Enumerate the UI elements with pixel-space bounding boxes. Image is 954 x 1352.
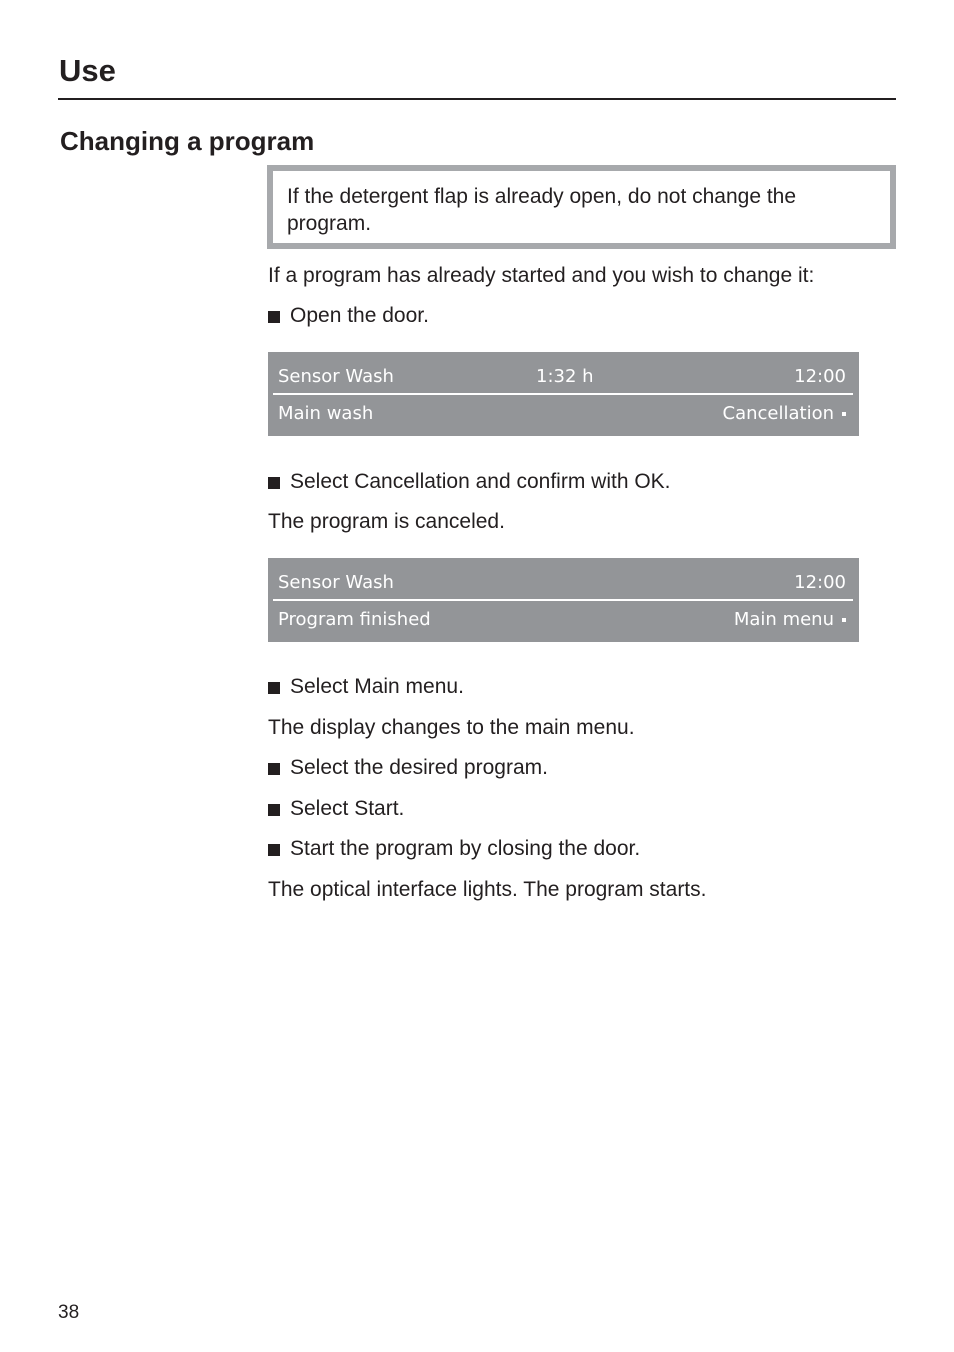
display-cancellation-option[interactable] bbox=[723, 403, 847, 424]
display-row-bottom bbox=[278, 395, 846, 431]
display-status: Program finished bbox=[278, 608, 431, 630]
bullet-square-icon bbox=[268, 844, 280, 856]
display-option-label: Main menu bbox=[733, 608, 834, 630]
display-clock: 12:00 bbox=[794, 571, 846, 593]
warning-note-text: If the detergent flap is already open, do not change the program. bbox=[287, 185, 797, 235]
result-main-menu: The display changes to the main menu. bbox=[268, 716, 635, 739]
display-duration: 1:32 h bbox=[536, 365, 594, 387]
step-text: Start the program by closing the door. bbox=[290, 837, 641, 860]
step-start-program bbox=[268, 836, 640, 862]
step-text: Select Cancellation and confirm with OK. bbox=[290, 470, 671, 493]
display-clock: 12:00 bbox=[794, 365, 846, 387]
step-text: Open the door. bbox=[290, 304, 429, 327]
intro-paragraph: If a program has already started and you wish to change it: bbox=[268, 264, 815, 287]
selection-dot-icon bbox=[842, 618, 846, 622]
display-row-top bbox=[278, 564, 846, 600]
bullet-square-icon bbox=[268, 763, 280, 775]
step-select-cancellation bbox=[268, 469, 671, 495]
section-title: Use bbox=[59, 53, 116, 88]
step-open-door bbox=[268, 303, 429, 329]
display-row-bottom bbox=[278, 601, 846, 637]
step-select-main-menu bbox=[268, 674, 464, 700]
display-status: Main wash bbox=[278, 402, 374, 424]
subsection-title: Changing a program bbox=[60, 126, 315, 156]
title-divider bbox=[58, 98, 896, 100]
step-select-start bbox=[268, 796, 404, 822]
bullet-square-icon bbox=[268, 477, 280, 489]
bullet-square-icon bbox=[268, 311, 280, 323]
step-select-program bbox=[268, 755, 548, 781]
display-option-label: Cancellation bbox=[722, 402, 834, 424]
step-text: Select Main menu. bbox=[290, 675, 464, 698]
selection-dot-icon bbox=[842, 412, 846, 416]
result-canceled: The program is canceled. bbox=[268, 510, 505, 533]
display-row-top bbox=[278, 358, 846, 394]
bullet-square-icon bbox=[268, 804, 280, 816]
display-main-menu-option[interactable] bbox=[734, 609, 846, 630]
display-panel-finished bbox=[268, 558, 859, 642]
bullet-square-icon bbox=[268, 682, 280, 694]
display-program-name: Sensor Wash bbox=[278, 365, 394, 387]
result-program-starts: The optical interface lights. The program starts. bbox=[268, 878, 707, 901]
step-text: Select the desired program. bbox=[290, 756, 548, 779]
display-program-name: Sensor Wash bbox=[278, 571, 394, 593]
step-text: Select Start. bbox=[290, 797, 405, 820]
display-panel-running bbox=[268, 352, 859, 436]
warning-note-box bbox=[267, 165, 896, 249]
page-number: 38 bbox=[58, 1302, 80, 1323]
